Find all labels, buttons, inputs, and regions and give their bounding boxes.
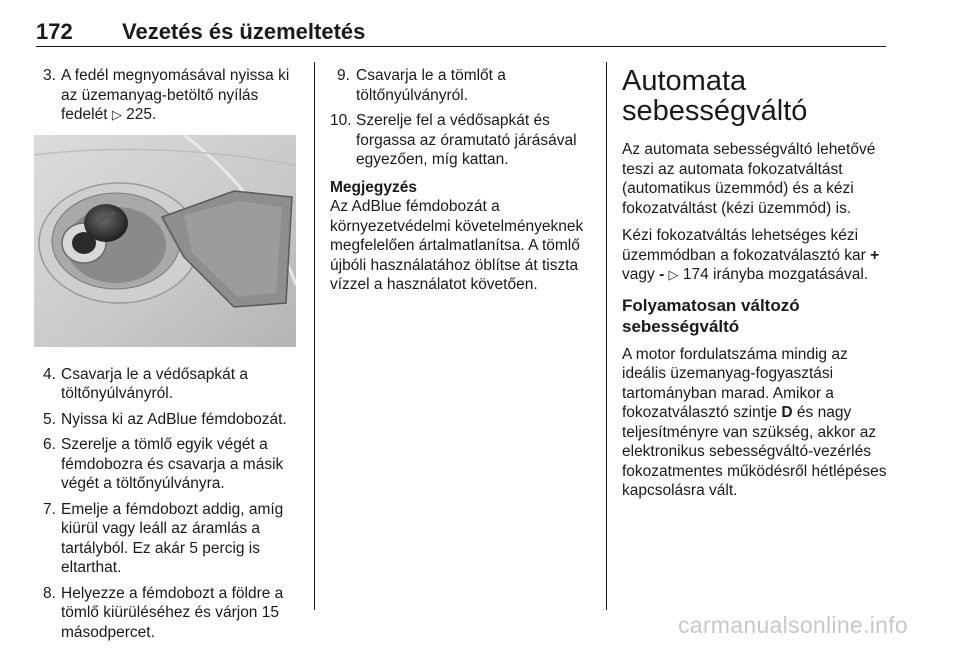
column-2 bbox=[330, 66, 594, 295]
page-ref-arrow-icon: ▷ bbox=[111, 107, 122, 122]
text: irányba mozgatásával. bbox=[708, 266, 869, 283]
column-3 bbox=[622, 66, 888, 509]
text: vagy bbox=[622, 266, 660, 283]
step-text: Helyezze a fémdobozt a földre a tömlő kiürüléséhez és várjon 15 másodpercet. bbox=[61, 584, 284, 641]
step-text: A fedél megnyomásával nyissa ki az üzemanyag-betöltő nyílás fedelét bbox=[61, 67, 290, 123]
step-text: Emelje a fémdobozt addig, amíg kiürül vagy leáll az áramlás a tartályból. Ez akár 5 percig is eltarthat. bbox=[61, 500, 284, 576]
step-number: 10. bbox=[330, 112, 352, 129]
step-text: Szerelje a tömlő egyik végét a fémdobozra és csavarja a másik végét a töltőnyúlványra. bbox=[61, 436, 284, 492]
step-7 bbox=[36, 500, 298, 578]
note-body: Az AdBlue fémdobozát a környezetvédelmi követelményeknek megfelelően ártalmatlanítsa. A tömlő újbóli használatához öblítse át tiszta vízzel a használatot követően. bbox=[330, 198, 584, 293]
gear-d-label: D bbox=[781, 404, 793, 421]
intro-paragraph: Az automata sebességváltó lehetővé teszi az automata fokozatváltást (automatikus üzemmód) és a kézi fokozatváltást (kézi üzemmód) is. bbox=[622, 141, 876, 217]
plus-symbol: + bbox=[870, 246, 880, 264]
step-5 bbox=[36, 410, 298, 430]
page-number: 172 bbox=[36, 19, 73, 44]
step-10 bbox=[330, 111, 594, 170]
subsection-heading: Folyamatosan változó sebességváltó bbox=[622, 295, 800, 336]
page-header bbox=[36, 18, 886, 47]
step-number: 3. bbox=[43, 67, 56, 84]
step-number: 5. bbox=[43, 410, 56, 428]
step-text: Csavarja le a védősapkát a töltőnyúlványról. bbox=[61, 365, 248, 402]
step-number: 4. bbox=[43, 365, 56, 383]
page-ref: 225. bbox=[126, 106, 157, 123]
step-3 bbox=[36, 66, 298, 125]
note-title: Megjegyzés bbox=[330, 178, 418, 196]
step-number: 9. bbox=[337, 67, 350, 84]
step-6 bbox=[36, 435, 298, 494]
fuel-filler-illustration bbox=[34, 135, 296, 347]
manual-shift-paragraph bbox=[622, 226, 888, 285]
page-ref-arrow-icon: ▷ bbox=[668, 267, 679, 282]
step-text: Szerelje fel a védősapkát és forgassa az óramutató járásával egyezően, míg kattan. bbox=[356, 112, 577, 168]
step-number: 8. bbox=[43, 584, 56, 602]
minus-symbol: - bbox=[659, 266, 665, 283]
step-number: 6. bbox=[43, 436, 56, 453]
text: és nagy teljesítményre van szükség, akkor az elektronikus sebességváltó-vezérlés fokozatmentes működésről hétlépéses kapcsolásra vált. bbox=[622, 404, 887, 499]
column-divider-2 bbox=[606, 62, 607, 610]
column-1 bbox=[36, 66, 298, 648]
page-ref: 174 bbox=[682, 266, 709, 283]
section-heading: Automata sebességváltó bbox=[622, 65, 808, 127]
step-9 bbox=[330, 66, 594, 105]
step-4 bbox=[36, 365, 298, 404]
step-text: Csavarja le a tömlőt a töltőnyúlványról. bbox=[356, 67, 506, 104]
step-number: 7. bbox=[43, 500, 56, 518]
chapter-title: Vezetés és üzemeltetés bbox=[122, 19, 366, 44]
watermark: carmanualsonline.info bbox=[677, 612, 908, 638]
step-text: Nyissa ki az AdBlue fémdobozát. bbox=[61, 410, 287, 428]
text: A motor fordulatszáma mindig az ideális üzemanyag-fogyasztási tartományban marad. Amikor a fokozatválasztó szintje bbox=[622, 345, 848, 421]
cvt-paragraph bbox=[622, 345, 888, 501]
fuel-filler-photo bbox=[34, 135, 296, 347]
step-8 bbox=[36, 584, 298, 643]
text: Kézi fokozatváltás lehetséges kézi üzemmódban a fokozatválasztó kar bbox=[622, 227, 871, 264]
column-divider-1 bbox=[314, 62, 315, 610]
